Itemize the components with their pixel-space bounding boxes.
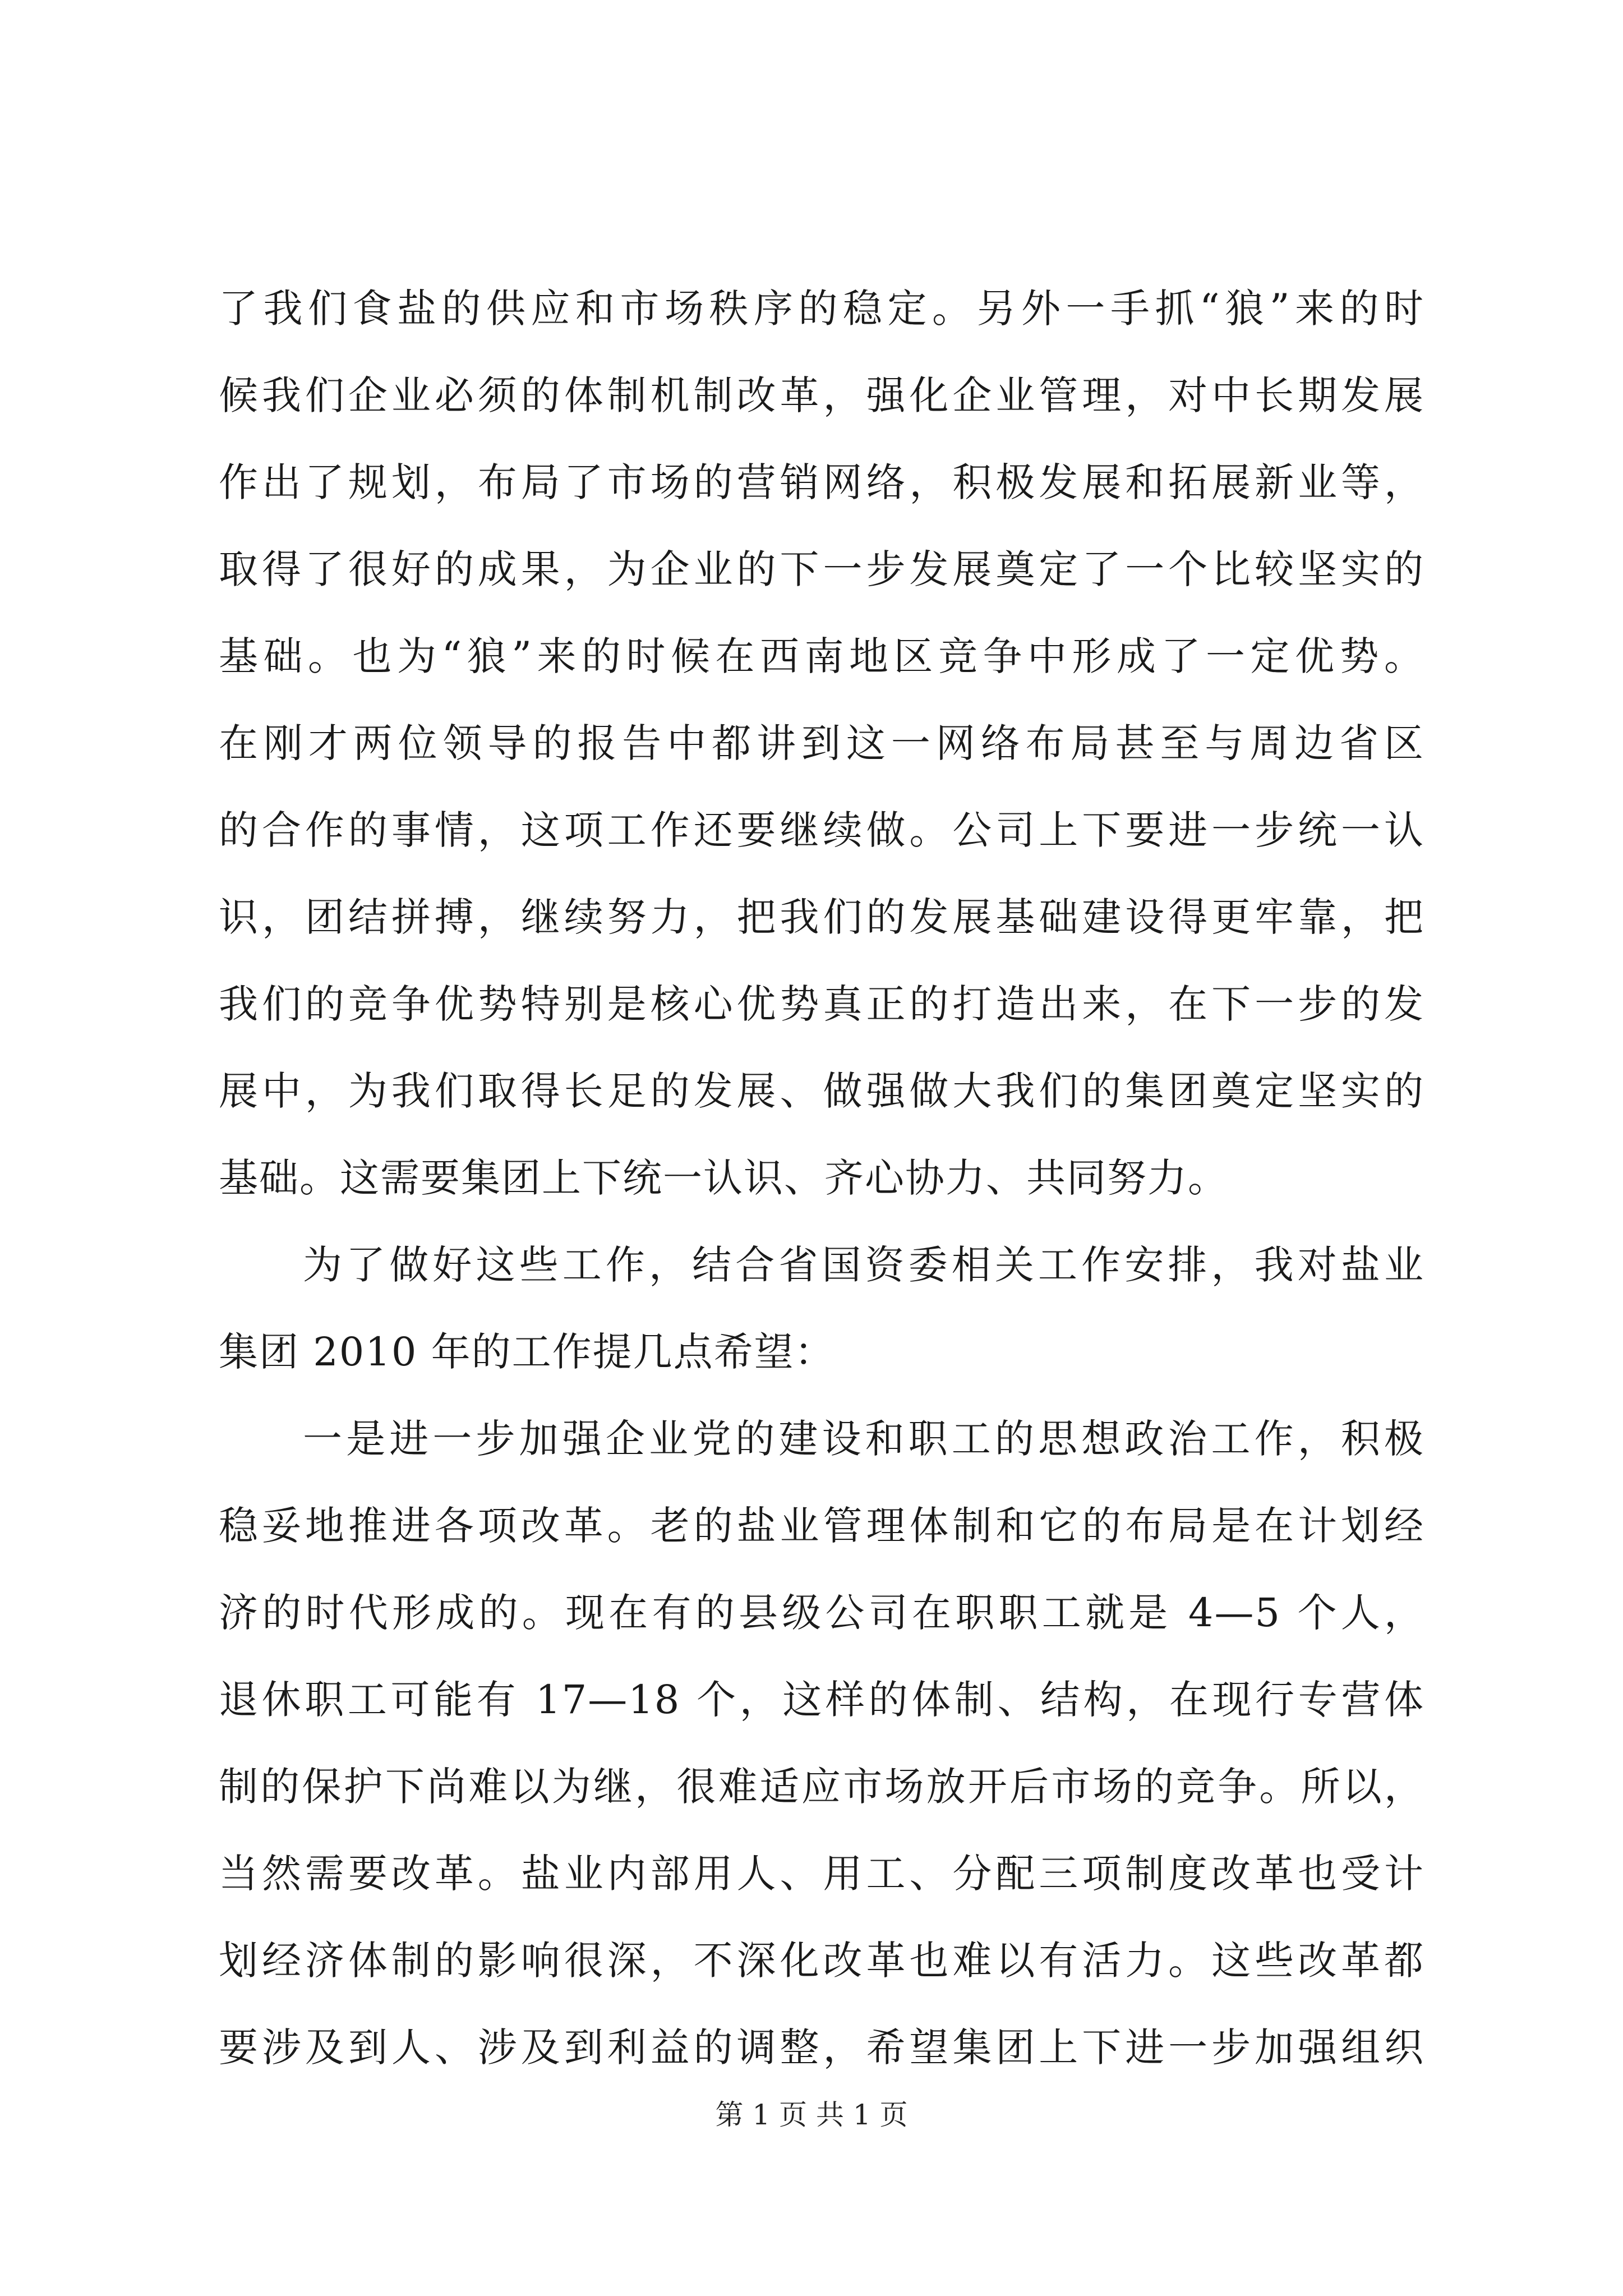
text-line: 候我们企业必须的体制机制改革，强化企业管理，对中长期发展 [219,372,1424,418]
page-number-label: 第 1 页 共 1 页 [715,2099,908,2131]
text-line: 制的保护下尚难以为继，很难适应市场放开后市场的竞争。所以， [219,1764,1424,1810]
text-line: 济的时代形成的。现在有的县级公司在职职工就是 4—5 个人， [219,1590,1424,1636]
text-line: 基础。也为“狼”来的时候在西南地区竞争中形成了一定优势。 [219,633,1424,679]
text-line: 了我们食盐的供应和市场秩序的稳定。另外一手抓“狼”来的时 [219,286,1424,332]
text-line: 集团 2010 年的工作提几点希望： [219,1329,835,1375]
page-footer [0,2095,1623,2134]
text-line: 的合作的事情，这项工作还要继续做。公司上下要进一步统一认 [219,807,1424,853]
text-line: 在刚才两位领导的报告中都讲到这一网络布局甚至与周边省区 [219,720,1424,766]
text-line: 当然需要改革。盐业内部用人、用工、分配三项制度改革也受计 [219,1851,1424,1897]
text-line: 要涉及到人、涉及到利益的调整，希望集团上下进一步加强组织 [219,2024,1424,2070]
paragraph-start-line: 为了做好这些工作，结合省国资委相关工作安排，我对盐业 [303,1242,1424,1288]
text-line: 识，团结拼搏，继续努力，把我们的发展基础建设得更牢靠，把 [219,894,1424,940]
body-text [219,265,1424,2091]
text-line: 退休职工可能有 17—18 个，这样的体制、结构，在现行专营体 [219,1677,1424,1723]
text-line: 作出了规划，布局了市场的营销网络，积极发展和拓展新业等， [219,459,1424,505]
text-line: 我们的竞争优势特别是核心优势真正的打造出来，在下一步的发 [219,981,1424,1027]
text-line: 稳妥地推进各项改革。老的盐业管理体制和它的布局是在计划经 [219,1503,1424,1549]
text-line: 取得了很好的成果，为企业的下一步发展奠定了一个比较坚实的 [219,546,1424,592]
text-line: 划经济体制的影响很深，不深化改革也难以有活力。这些改革都 [219,1938,1424,1984]
text-line: 展中，为我们取得长足的发展、做强做大我们的集团奠定坚实的 [219,1068,1424,1114]
paragraph-start-line: 一是进一步加强企业党的建设和职工的思想政治工作，积极 [303,1416,1424,1462]
text-line: 基础。这需要集团上下统一认识、齐心协力、共同努力。 [219,1155,1228,1201]
